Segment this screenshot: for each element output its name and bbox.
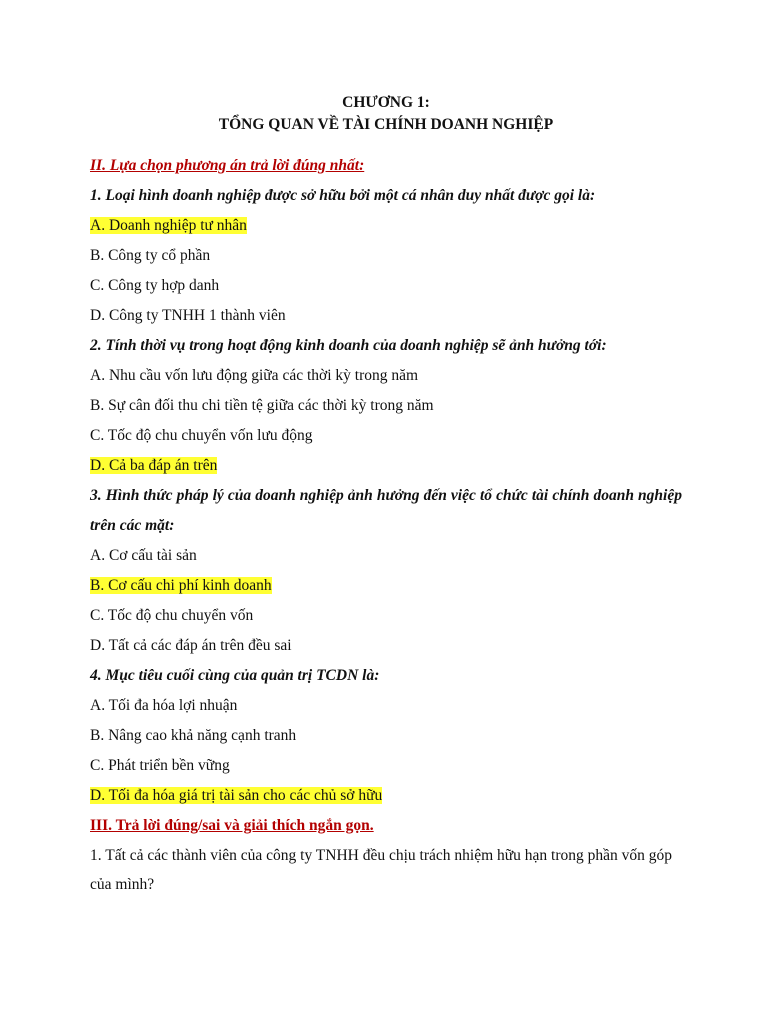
question-2: 2. Tính thời vụ trong hoạt động kinh doanh của doanh nghiệp sẽ ảnh hưởng tới: bbox=[90, 337, 607, 354]
question-1: 1. Loại hình doanh nghiệp được sở hữu bởi một cá nhân duy nhất được gọi là: bbox=[90, 187, 596, 204]
question-3: 3. Hình thức pháp lý của doanh nghiệp ảnh hưởng đến việc tổ chức tài chính doanh nghiệp trên các mặt: bbox=[90, 487, 682, 534]
q1-option-b: B. Công ty cổ phần bbox=[90, 247, 211, 264]
section-3-question-1: 1. Tất cả các thành viên của công ty TNHH đều chịu trách nhiệm hữu hạn trong phần vốn góp của mình? bbox=[90, 847, 673, 893]
section-2-heading: II. Lựa chọn phương án trả lời đúng nhất: bbox=[90, 157, 365, 174]
section-3-heading: III. Trả lời đúng/sai và giải thích ngắn gọn. bbox=[90, 817, 374, 834]
q4-option-a: A. Tối đa hóa lợi nhuận bbox=[90, 697, 238, 714]
chapter-title: CHƯƠNG 1: bbox=[342, 94, 430, 111]
q3-option-d: D. Tất cả các đáp án trên đều sai bbox=[90, 637, 292, 654]
q2-option-a: A. Nhu cầu vốn lưu động giữa các thời kỳ trong năm bbox=[90, 367, 419, 384]
answer-highlight: D. Tối đa hóa giá trị tài sản cho các chủ sở hữu bbox=[90, 787, 383, 804]
q3-option-c: C. Tốc độ chu chuyển vốn bbox=[90, 607, 254, 624]
q2-option-d bbox=[90, 451, 682, 481]
answer-highlight: D. Cả ba đáp án trên bbox=[90, 457, 218, 474]
q1-option-c: C. Công ty hợp danh bbox=[90, 277, 220, 294]
question-4: 4. Mục tiêu cuối cùng của quản trị TCDN là: bbox=[90, 667, 380, 684]
q1-option-a bbox=[90, 211, 682, 241]
q2-option-c: C. Tốc độ chu chuyển vốn lưu động bbox=[90, 427, 313, 444]
q3-option-a: A. Cơ cấu tài sản bbox=[90, 547, 197, 564]
q3-option-b bbox=[90, 571, 682, 601]
q2-option-b: B. Sự cân đối thu chi tiền tệ giữa các thời kỳ trong năm bbox=[90, 397, 434, 414]
q4-option-c: C. Phát triển bền vững bbox=[90, 757, 230, 774]
q4-option-b: B. Nâng cao khả năng cạnh tranh bbox=[90, 727, 297, 744]
document-page bbox=[90, 92, 682, 899]
answer-highlight: A. Doanh nghiệp tư nhân bbox=[90, 217, 247, 234]
q4-option-d bbox=[90, 781, 682, 811]
chapter-subtitle: TỔNG QUAN VỀ TÀI CHÍNH DOANH NGHIỆP bbox=[218, 116, 554, 133]
q1-option-d: D. Công ty TNHH 1 thành viên bbox=[90, 307, 286, 324]
answer-highlight: B. Cơ cấu chi phí kinh doanh bbox=[90, 577, 272, 594]
